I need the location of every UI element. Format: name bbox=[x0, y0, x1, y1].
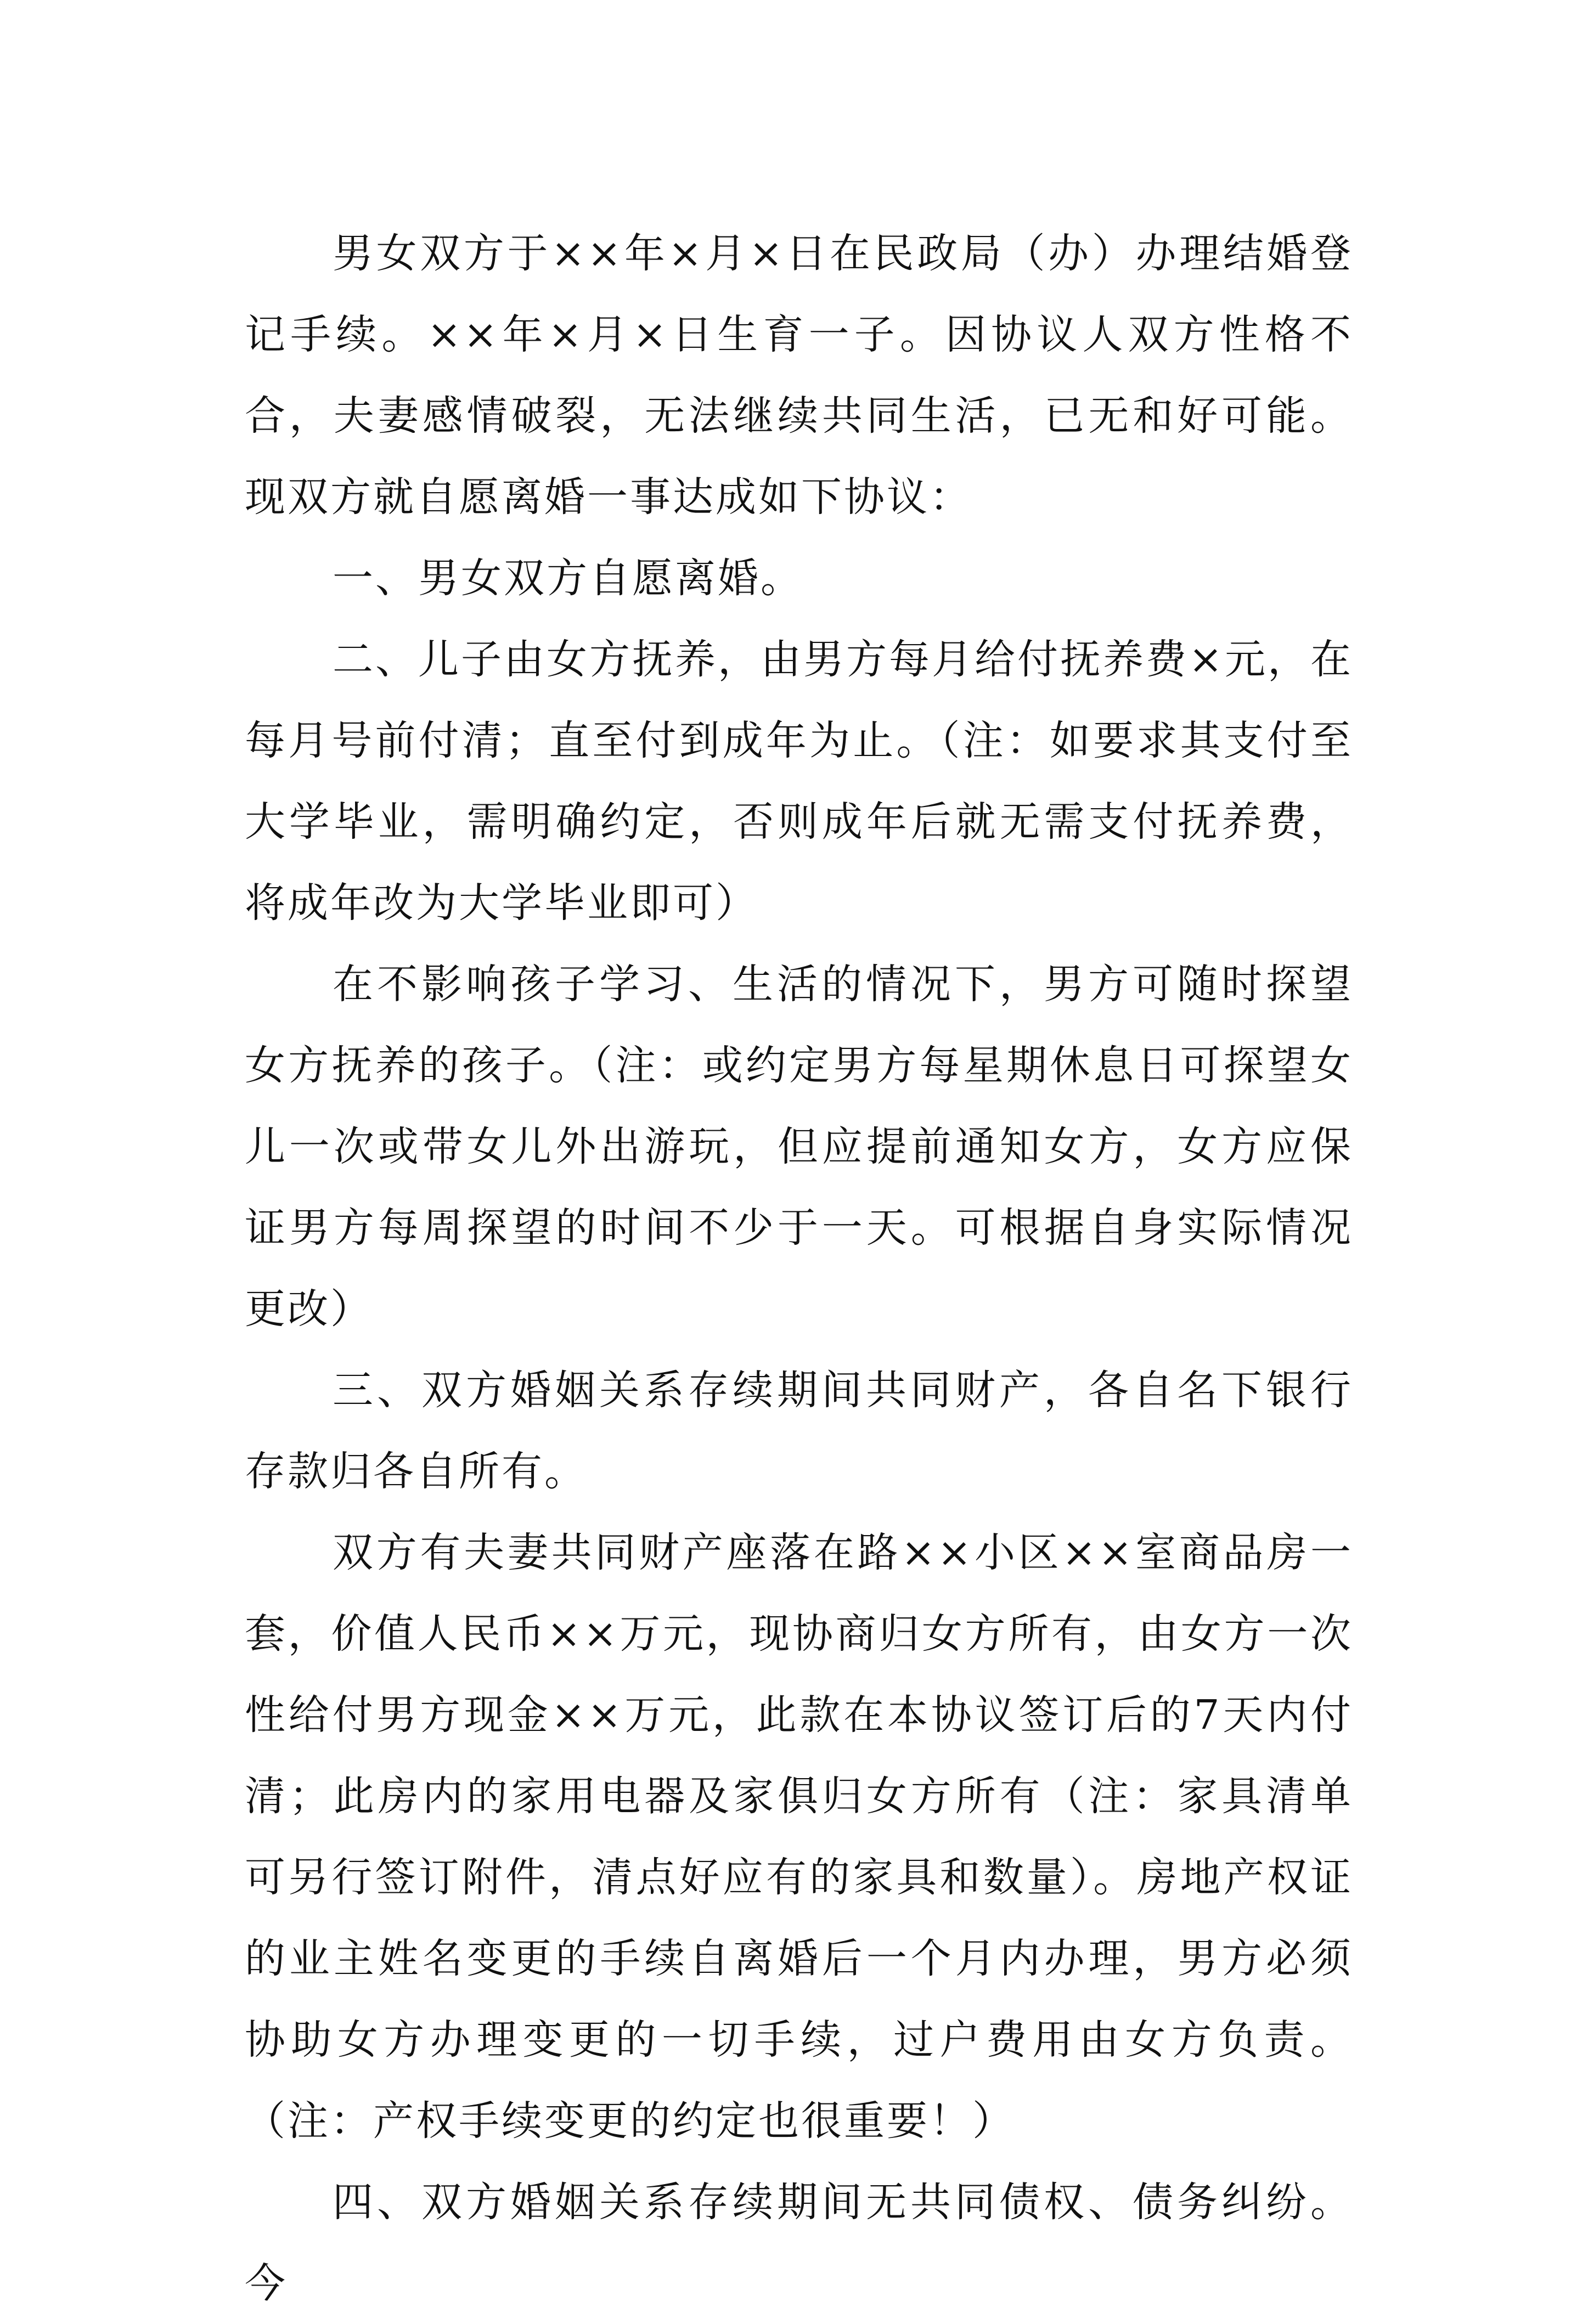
paragraph-intro: 男女双方于××年×月×日在民政局（办）办理结婚登记手续。××年×月×日生育一子。因协议人双方性格不合，夫妻感情破裂，无法继续共同生活，已无和好可能。现双方就自愿离婚一事达成如下协议： bbox=[245, 230, 1353, 521]
document-body bbox=[245, 213, 1353, 2324]
paragraph-clause-2: 二、儿子由女方抚养，由男方每月给付抚养费×元，在每月号前付清；直至付到成年为止。（注：如要求其支付至大学毕业，需明确约定，否则成年后就无需支付抚养费，将成年改为大学毕业即可） bbox=[245, 636, 1354, 927]
paragraph-visitation: 在不影响孩子学习、生活的情况下，男方可随时探望女方抚养的孩子。（注：或约定男方每星期休息日可探望女儿一次或带女儿外出游玩，但应提前通知女方，女方应保证男方每周探望的时间不少于一天。可根据自身实际情况更改） bbox=[245, 961, 1353, 1333]
paragraph-clause-1: 一、男女双方自愿离婚。 bbox=[333, 555, 803, 602]
paragraph-property: 双方有夫妻共同财产座落在路××小区××室商品房一套，价值人民币××万元，现协商归女方所有，由女方一次性给付男方现金××万元，此款在本协议签订后的7天内付清；此房内的家用电器及家俱归女方所有（注：家具清单可另行签订附件，清点好应有的家具和数量）。房地产权证的业主姓名变更的手续自离婚后一个月内办理，男方必须协助女方办理变更的一切手续，过户费用由女方负责。（注：产权手续变更的约定也很重要！） bbox=[245, 1529, 1353, 2145]
paragraph-clause-4: 四、双方婚姻关系存续期间无共同债权、债务纠纷。今 bbox=[245, 2179, 1353, 2307]
paragraph-clause-3: 三、双方婚姻关系存续期间共同财产，各自名下银行存款归各自所有。 bbox=[245, 1367, 1353, 1495]
